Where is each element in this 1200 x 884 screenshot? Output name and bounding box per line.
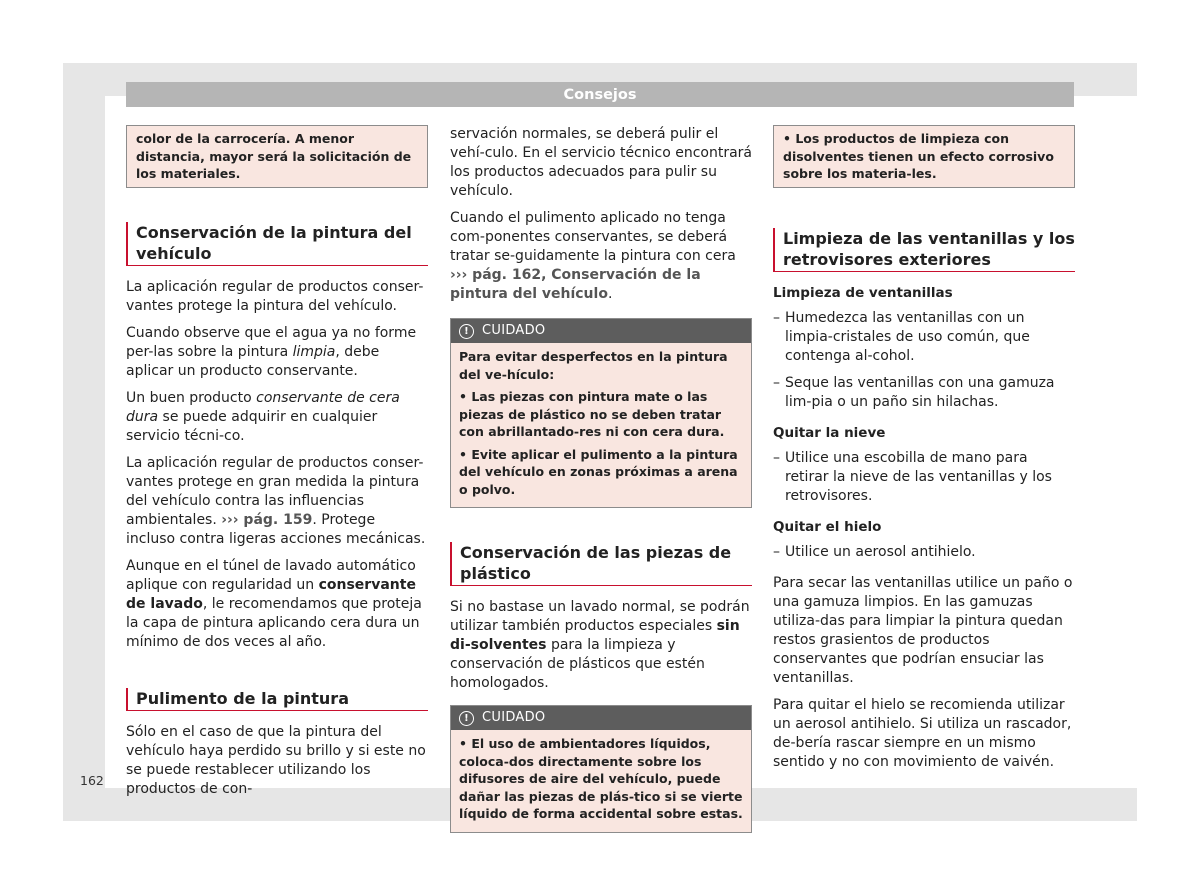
- page-reference-link[interactable]: ››› pág. 159: [221, 511, 313, 528]
- paragraph: [126, 557, 428, 652]
- list-item-text: Utilice una escobilla de mano para retirar la nieve de las ventanillas y los retrovisores.: [785, 449, 1052, 504]
- list-item: [773, 449, 1075, 506]
- caution-text: • Evite aplicar el pulimento a la pintura del vehículo en zonas próximas a arena o polvo.: [459, 446, 738, 497]
- heading-plastic-care: [450, 542, 752, 586]
- heading-paint-care: [126, 222, 428, 266]
- heading-polish: Pulimento de la pintura: [126, 688, 428, 711]
- info-icon: !: [459, 711, 474, 726]
- caution-text: Para evitar desperfectos en la pintura del ve-hículo:: [459, 349, 728, 382]
- caution-header: [451, 319, 751, 343]
- text: .: [607, 286, 613, 302]
- caution-box: [450, 318, 752, 508]
- caution-body: [451, 343, 751, 507]
- paragraph: Sólo en el caso de que la pintura del vehículo haya perdido su brillo y si este no se puede restablecer utilizando los productos de con-: [126, 723, 426, 797]
- caution-box: [450, 705, 752, 833]
- warning-continuation-box: color de la carrocería. A menor distancia, mayor será la solicitación de los materiales.: [126, 125, 428, 188]
- text: Aunque en el túnel de lavado automático aplique con regularidad un: [126, 557, 416, 593]
- paragraph: [126, 389, 428, 446]
- text: Si no bastase un lavado normal, se podrán utilizar también productos especiales: [450, 599, 750, 634]
- list-item-text: Utilice un aerosol antihielo.: [785, 543, 976, 560]
- heading-window-cleaning: [773, 228, 1075, 272]
- text: para la limpieza y conservación de plásticos que estén homologados.: [450, 637, 705, 691]
- paragraph: [450, 598, 752, 693]
- paragraph: Para quitar el hielo se recomienda utilizar un aerosol antihielo. Si utiliza un rascador, de-bería rascar siempre en un mismo sentido y no con movimiento de vaivén.: [773, 696, 1072, 770]
- dash-icon: –: [773, 309, 780, 326]
- paragraph: Para secar las ventanillas utilice un paño o una gamuza limpios. En las gamuzas utiliza-das para limpiar la pintura quedan restos grasientos de productos conservantes que podrían ensuciar las ventanillas.: [773, 574, 1073, 686]
- heading-line: Conservación de la pintura del: [136, 222, 412, 242]
- caution-header: [451, 706, 751, 730]
- heading-line: retrovisores exteriores: [783, 249, 991, 269]
- text: Cuando observe que el agua ya no forme per-las sobre la pintura: [126, 324, 417, 360]
- subheading: Limpieza de ventanillas: [773, 284, 953, 301]
- bold-text: sin di-solventes: [450, 618, 740, 653]
- list-item: [773, 374, 1075, 412]
- caution-text: • El uso de ambientadores líquidos, coloca-dos directamente sobre los difusores de aire del vehículo, puede dañar las piezas de plás-tico si se vierte líquido de forma accidental sobre estas.: [459, 736, 743, 821]
- column-2: [450, 125, 752, 833]
- dash-icon: –: [773, 543, 780, 560]
- subheading: Quitar la nieve: [773, 424, 886, 441]
- text: . Protege incluso contra ligeras acciones mecánicas.: [126, 511, 426, 547]
- paragraph: La aplicación regular de productos conser-vantes protege la pintura del vehículo.: [126, 278, 424, 314]
- caution-label: CUIDADO: [482, 323, 546, 338]
- paragraph: [126, 324, 428, 381]
- text: Cuando el pulimento aplicado no tenga com-ponentes conservantes, se deberá tratar se-guidamente la pintura con cera: [450, 210, 736, 264]
- list-item-text: Seque las ventanillas con una gamuza lim-pia o un paño sin hilachas.: [785, 374, 1055, 410]
- emphasis: limpia: [292, 343, 336, 360]
- column-3: [773, 125, 1075, 780]
- paragraph: [450, 209, 752, 304]
- text: , debe aplicar un producto conservante.: [126, 343, 380, 379]
- list-item: [773, 309, 1075, 366]
- heading-line: Limpieza de las ventanillas y los: [783, 228, 1075, 248]
- page-reference-link[interactable]: ››› pág. 162, Conservación de la pintura del vehículo: [450, 267, 701, 302]
- emphasis: conservante de cera dura: [126, 389, 400, 425]
- paragraph: servación normales, se deberá pulir el vehí-culo. En el servicio técnico encontrará los productos adecuados para pulir su vehículo.: [450, 126, 753, 199]
- heading-line: vehículo: [136, 243, 212, 263]
- text: se puede adquirir en cualquier servicio técni-co.: [126, 408, 378, 444]
- caution-label: CUIDADO: [482, 710, 546, 725]
- dash-icon: –: [773, 449, 780, 466]
- paragraph: [126, 454, 428, 549]
- info-icon: !: [459, 324, 474, 339]
- warning-continuation-box: • Los productos de limpieza con disolventes tienen un efecto corrosivo sobre los materia-les.: [773, 125, 1075, 188]
- caution-body: [451, 730, 751, 832]
- bold-text: conservante de lavado: [126, 576, 416, 612]
- page-number: 162: [80, 773, 104, 788]
- heading-line: Conservación de las piezas de: [460, 543, 732, 562]
- subheading: Quitar el hielo: [773, 518, 882, 535]
- text: Un buen producto: [126, 389, 257, 406]
- heading-line: plástico: [460, 564, 531, 583]
- text: La aplicación regular de productos conser-vantes protege en gran medida la pintura del vehículo contra las influencias ambientales.: [126, 454, 424, 528]
- column-1: [126, 125, 428, 807]
- text: , le recomendamos que proteja la capa de pintura aplicando cera dura un mínimo de dos veces al año.: [126, 595, 422, 650]
- dash-icon: –: [773, 374, 780, 391]
- list-item: [773, 543, 1075, 562]
- list-item-text: Humedezca las ventanillas con un limpia-cristales de uso común, que contenga al-cohol.: [785, 309, 1030, 364]
- caution-text: • Las piezas con pintura mate o las piezas de plástico no se deben tratar con abrillantado-res ni con cera dura.: [459, 389, 725, 439]
- section-header: Consejos: [126, 82, 1074, 107]
